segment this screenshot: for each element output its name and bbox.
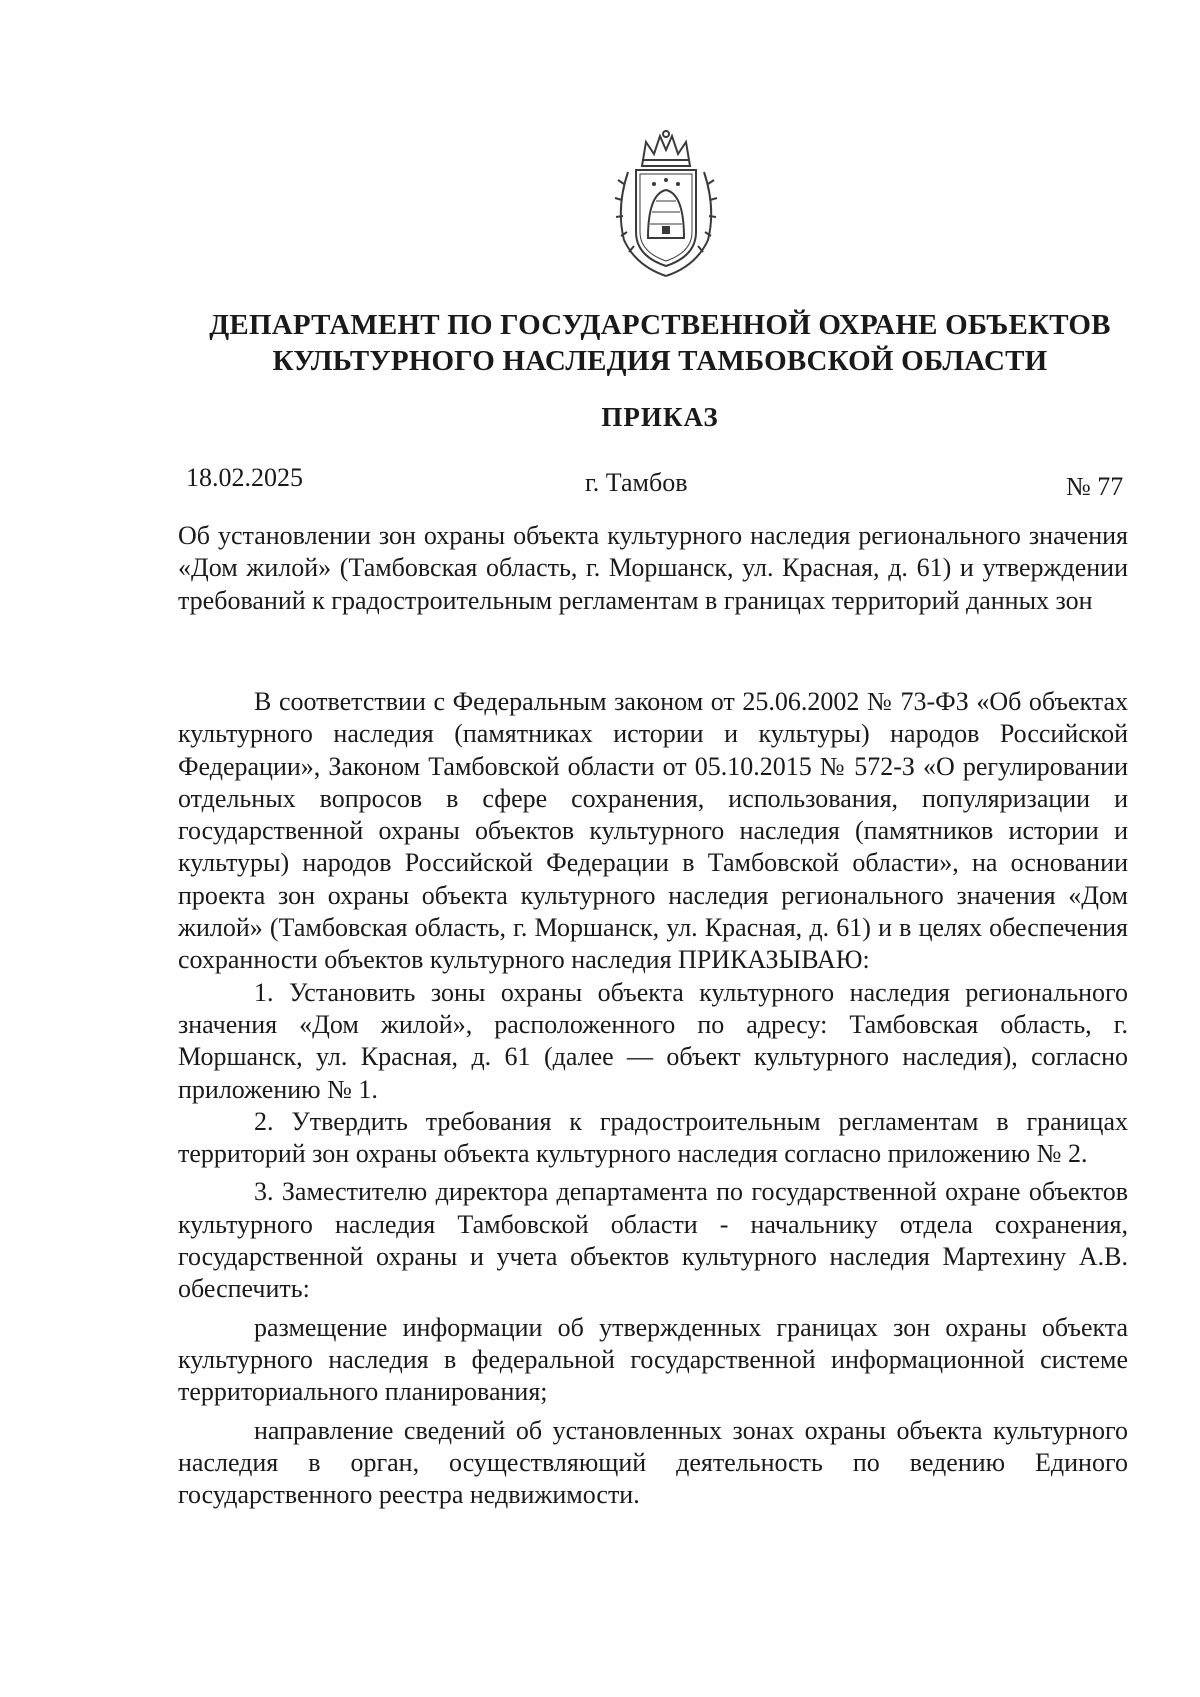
document-type-title: ПРИКАЗ (601, 402, 719, 432)
tambov-coat-of-arms-icon (606, 128, 726, 278)
department-name-line2: КУЛЬТУРНОГО НАСЛЕДИЯ ТАМБОВСКОЙ ОБЛАСТИ (272, 345, 1048, 377)
order-subitem-2: направление сведений об установленных зонах охраны объекта культурного наследия в орган, осуществляющий деятельность по ведению Единого государственного реестра недвижимости. (178, 1415, 1128, 1510)
order-subitem-1: размещение информации об утвержденных границах зон охраны объекта культурного наследия в федеральной государственной информационной системе территориального планирования; (178, 1312, 1128, 1407)
order-number: № 77 (1066, 472, 1124, 501)
order-item-1: 1. Установить зоны охраны объекта культурного наследия регионального значения «Дом жилой», расположенного по адресу: Тамбовская область, г. Моршанск, ул. Красная, д. 61 (далее — объект культурного наследия), согласно приложению № 1. (178, 977, 1128, 1104)
order-subject (178, 520, 1128, 617)
preamble-paragraph: В соответствии с Федеральным законом от 25.06.2002 № 73-ФЗ «Об объектах культурного наследия (памятниках истории и культуры) народов Российской Федерации», Законом Тамбовской области от 05.10.2015 № 572-З «О регулировании отдельных вопросов в сфере сохранения, использования, популяризации и государственной охраны объектов культурного наследия (памятников истории и культуры) народов Российской Федерации в Тамбовской области», на основании проекта зон охраны объекта культурного наследия регионального значения «Дом жилой» (Тамбовская область, г. Моршанск, ул. Красная, д. 61) и в целях обеспечения сохранности объектов культурного наследия ПРИКАЗЫВАЮ: (178, 687, 1128, 975)
subject-text: Об установлении зон охраны объекта культурного наследия регионального значения «Дом жилой» (Тамбовская область, г. Моршанск, ул. Красная, д. 61) и утверждении требований к градостроительным регламентам в границах территорий данных зон (178, 521, 1128, 615)
order-item-3: 3. Заместителю директора департамента по государственной охране объектов культурного наследия Тамбовской области - начальнику отдела сохранения, государственной охраны и учета объектов культурного наследия Мартехину А.В. обеспечить: (178, 1177, 1128, 1304)
department-name-line1: ДЕПАРТАМЕНТ ПО ГОСУДАРСТВЕННОЙ ОХРАНЕ ОБЪЕКТОВ (209, 309, 1111, 341)
order-body (178, 686, 1128, 1511)
order-item-2: 2. Утвердить требования к градостроительным регламентам в границах территорий зон охраны объекта культурного наследия согласно приложению № 2. (178, 1106, 1128, 1169)
order-city: г. Тамбов (585, 468, 688, 497)
order-date: 18.02.2025 (186, 463, 303, 492)
